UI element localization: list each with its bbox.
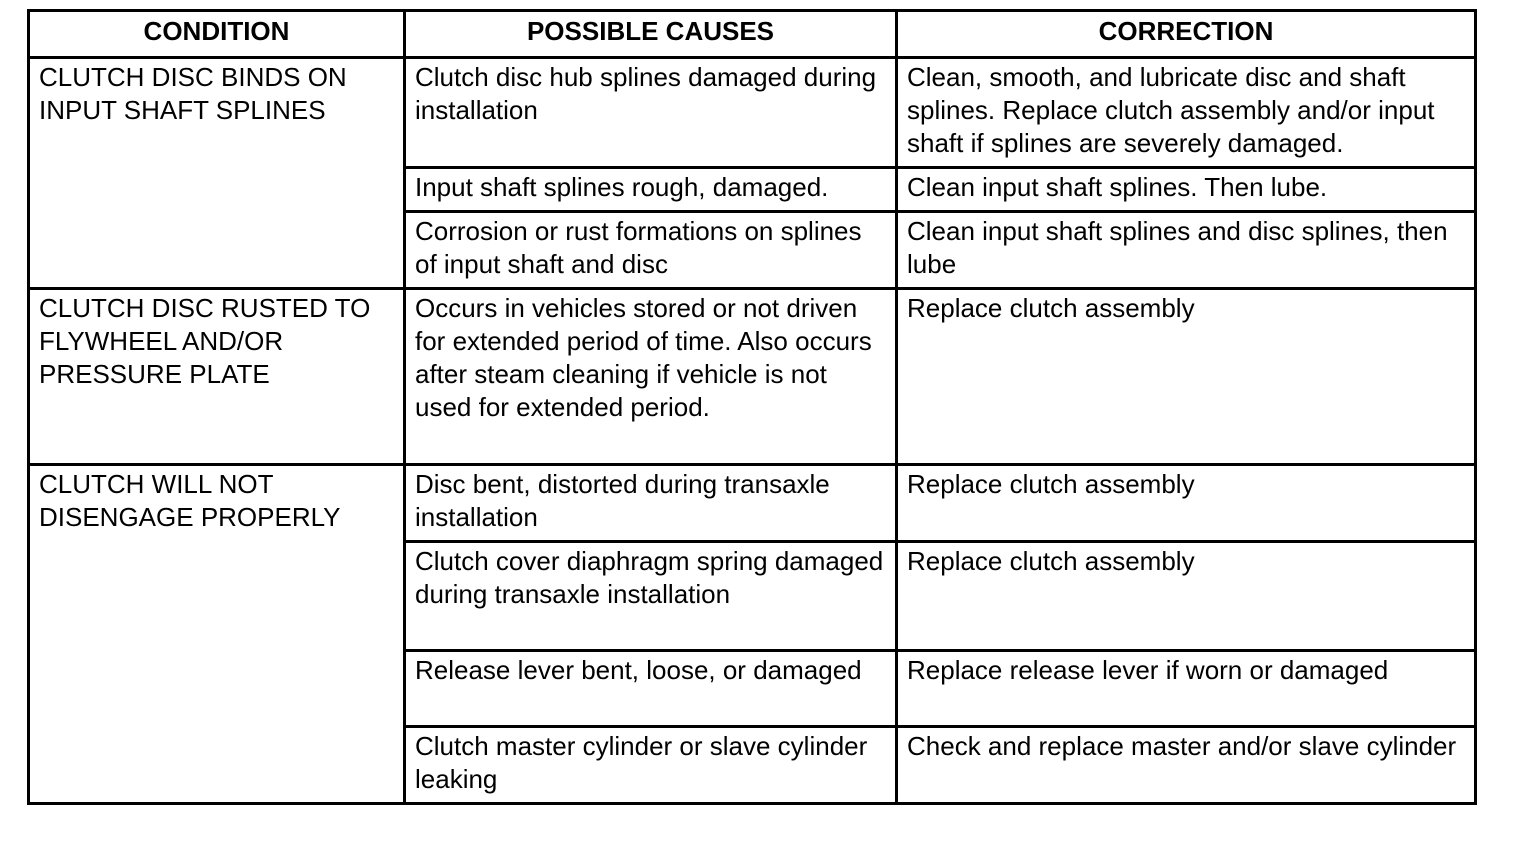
cause-cell: Disc bent, distorted during transaxle installation (405, 465, 897, 542)
correction-cell: Replace clutch assembly (897, 465, 1476, 542)
header-row (29, 11, 1476, 58)
header-condition: CONDITION (29, 11, 405, 58)
table-row (29, 465, 1476, 542)
correction-cell: Clean input shaft splines and disc splines, then lube (897, 212, 1476, 289)
cause-cell: Input shaft splines rough, damaged. (405, 168, 897, 212)
correction-cell: Clean, smooth, and lubricate disc and shaft splines. Replace clutch assembly and/or input shaft if splines are severely damaged. (897, 58, 1476, 168)
header-possible-causes: POSSIBLE CAUSES (405, 11, 897, 58)
table-row (29, 289, 1476, 465)
cause-cell: Clutch cover diaphragm spring damaged during transaxle installation (405, 542, 897, 651)
condition-cell: CLUTCH WILL NOT DISENGAGE PROPERLY (29, 465, 405, 804)
correction-cell: Replace clutch assembly (897, 289, 1476, 465)
header-correction: CORRECTION (897, 11, 1476, 58)
cause-cell: Corrosion or rust formations on splines of input shaft and disc (405, 212, 897, 289)
condition-cell: CLUTCH DISC BINDS ON INPUT SHAFT SPLINES (29, 58, 405, 289)
correction-cell: Clean input shaft splines. Then lube. (897, 168, 1476, 212)
correction-cell: Check and replace master and/or slave cylinder (897, 727, 1476, 804)
condition-cell: CLUTCH DISC RUSTED TO FLYWHEEL AND/OR PRESSURE PLATE (29, 289, 405, 465)
diagnosis-table (27, 9, 1477, 805)
correction-cell: Replace clutch assembly (897, 542, 1476, 651)
correction-cell: Replace release lever if worn or damaged (897, 651, 1476, 727)
cause-cell: Release lever bent, loose, or damaged (405, 651, 897, 727)
cause-cell: Clutch disc hub splines damaged during installation (405, 58, 897, 168)
cause-cell: Occurs in vehicles stored or not driven for extended period of time. Also occurs after steam cleaning if vehicle is not used for extended period. (405, 289, 897, 465)
cause-cell: Clutch master cylinder or slave cylinder leaking (405, 727, 897, 804)
table-row (29, 58, 1476, 168)
